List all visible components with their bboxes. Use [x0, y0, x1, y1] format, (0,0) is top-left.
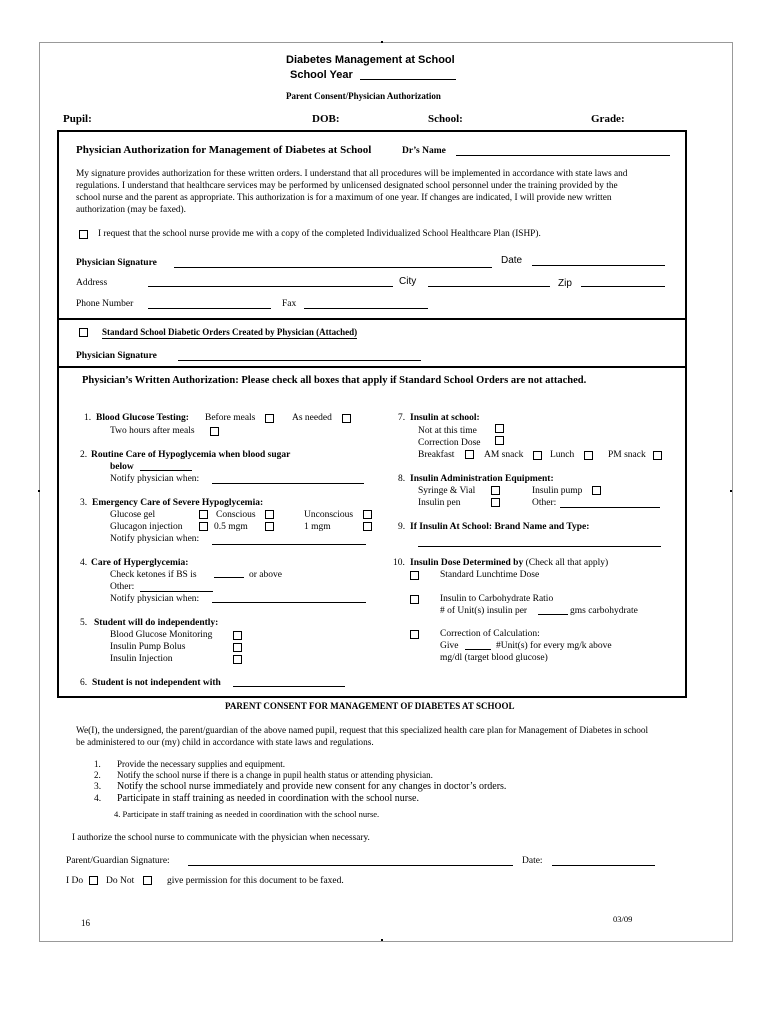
- independent-bg-checkbox[interactable]: [233, 631, 242, 640]
- zip-field[interactable]: [581, 286, 665, 287]
- hyper-notify-field[interactable]: [212, 602, 366, 603]
- bg-two-hours: Two hours after meals: [110, 426, 195, 436]
- hyper-or-above: or above: [249, 570, 282, 580]
- severe-dose-1: 1 mgm: [304, 522, 331, 532]
- school-label: School:: [428, 113, 463, 125]
- parent-consent-paragraph: We(I), the undersigned, the parent/guardian of the above named pupil, request that this specialized health care plan for Management of Diabetes in school be administered to our (my) child in accordance with state laws and regulations.: [76, 726, 649, 748]
- phone-field[interactable]: [148, 308, 271, 309]
- consent-item: Notify the school nurse immediately and provide new consent for any changes in doctor’s orders.: [117, 781, 507, 792]
- page-number: 16: [81, 918, 90, 928]
- independent-item: Insulin Injection: [110, 654, 173, 664]
- not-independent-label: Student is not independent with: [92, 678, 221, 688]
- guardian-signature-label: Parent/Guardian Signature:: [66, 856, 170, 866]
- written-auth-title: Physician’s Written Authorization: Please check all boxes that apply if Standard School Orders are not attached.: [82, 375, 587, 386]
- consent-item-number: 4.: [94, 794, 102, 804]
- physician-signature-label: Physician Signature: [76, 258, 157, 268]
- do-not-label: Do Not: [106, 876, 135, 886]
- dose-give: Give: [440, 641, 459, 651]
- parent-consent-title: PARENT CONSENT FOR MANAGEMENT OF DIABETES AT SCHOOL: [225, 701, 515, 711]
- dose-ratio-checkbox[interactable]: [410, 595, 419, 604]
- severe-glucose-gel: Glucose gel: [110, 510, 156, 520]
- insulin-breakfast-checkbox[interactable]: [465, 450, 474, 459]
- equipment-number: 8.: [398, 474, 406, 484]
- insulin-lunch-checkbox[interactable]: [584, 451, 593, 460]
- dose-standard: Standard Lunchtime Dose: [440, 570, 540, 580]
- drs-name-label: Dr’s Name: [402, 146, 446, 156]
- equipment-pen-checkbox[interactable]: [491, 498, 500, 507]
- grade-label: Grade:: [591, 113, 625, 125]
- physician-signature-field[interactable]: [174, 267, 492, 268]
- severe-unconscious: Unconscious: [304, 510, 354, 520]
- dose-label: Insulin Dose Determined by (Check all that apply): [410, 558, 609, 568]
- insulin-lunch: Lunch: [550, 450, 575, 460]
- guardian-date-field[interactable]: [552, 865, 655, 866]
- form-subtitle: Parent Consent/Physician Authorization: [286, 91, 441, 101]
- hypo-number: 2.: [80, 450, 88, 460]
- severe-dose-05: 0.5 mgm: [214, 522, 248, 532]
- address-field[interactable]: [148, 286, 393, 287]
- standard-orders-signature-label: Physician Signature: [76, 351, 157, 361]
- zip-label: Zip: [558, 278, 572, 289]
- fax-field[interactable]: [304, 308, 428, 309]
- hypo-below: below: [110, 462, 134, 472]
- city-field[interactable]: [428, 286, 550, 287]
- bg-before-meals: Before meals: [205, 413, 256, 423]
- severe-dose-1-checkbox[interactable]: [363, 522, 372, 531]
- severe-conscious: Conscious: [216, 510, 256, 520]
- insulin-pm-snack-checkbox[interactable]: [653, 451, 662, 460]
- i-do-checkbox[interactable]: [89, 876, 98, 885]
- not-independent-field[interactable]: [233, 686, 345, 687]
- form-title: Diabetes Management at School: [286, 54, 455, 66]
- ishp-checkbox[interactable]: [79, 230, 88, 239]
- ishp-request-text: I request that the school nurse provide me with a copy of the completed Individualized School Healthcare Plan (ISHP).: [98, 229, 541, 239]
- dose-standard-checkbox[interactable]: [410, 571, 419, 580]
- independent-pump-checkbox[interactable]: [233, 643, 242, 652]
- equipment-pump: Insulin pump: [532, 486, 583, 496]
- standard-orders-label: Standard School Diabetic Orders Created by Physician (Attached): [102, 327, 358, 337]
- hyper-ketones: Check ketones if BS is: [110, 570, 197, 580]
- dose-number: 10.: [393, 558, 405, 568]
- authorize-text: I authorize the school nurse to communicate with the physician when necessary.: [72, 833, 370, 843]
- insulin-pm-snack: PM snack: [608, 450, 646, 460]
- i-do-label: I Do: [66, 876, 84, 886]
- dose-units-for: #Unit(s) for every mg/k above: [496, 641, 612, 651]
- city-label: City: [399, 276, 417, 287]
- equipment-label: Insulin Administration Equipment:: [410, 474, 554, 484]
- dose-give-field[interactable]: [465, 649, 491, 650]
- drs-name-field[interactable]: [456, 155, 670, 156]
- insulin-not-at-this-time: Not at this time: [418, 426, 477, 436]
- hyper-label: Care of Hyperglycemia:: [91, 558, 189, 568]
- phone-label: Phone Number: [76, 299, 134, 309]
- insulin-correction-dose-checkbox[interactable]: [495, 436, 504, 445]
- insulin-school-label: Insulin at school:: [410, 413, 480, 423]
- consent-item-number: 2.: [94, 770, 101, 780]
- frame-mark-bottom: [381, 939, 383, 941]
- severe-label: Emergency Care of Severe Hypoglycemia:: [92, 498, 264, 508]
- dose-gms: gms carbohydrate: [570, 606, 638, 616]
- hypo-label: Routine Care of Hypoglycemia when blood sugar: [91, 450, 291, 460]
- school-year-field[interactable]: [360, 79, 456, 80]
- bg-as-needed: As needed: [292, 413, 332, 423]
- equipment-other-field[interactable]: [560, 507, 660, 508]
- consent-item: Participate in staff training as needed in coordination with the school nurse.: [117, 793, 419, 804]
- bg-label: Blood Glucose Testing:: [96, 413, 189, 423]
- severe-notify-field[interactable]: [212, 544, 366, 545]
- dose-units-per: # of Unit(s) insulin per: [440, 606, 528, 616]
- dob-label: DOB:: [312, 113, 340, 125]
- hypo-below-field[interactable]: [140, 470, 192, 471]
- brand-field[interactable]: [418, 546, 661, 547]
- standard-orders-signature-field[interactable]: [178, 360, 421, 361]
- physician-auth-title: Physician Authorization for Management of Diabetes at School: [76, 144, 372, 156]
- hyper-number: 4.: [80, 558, 88, 568]
- independent-injection-checkbox[interactable]: [233, 655, 242, 664]
- date-field[interactable]: [532, 265, 665, 266]
- bg-two-hours-checkbox[interactable]: [210, 427, 219, 436]
- equipment-other: Other:: [532, 498, 557, 508]
- authorization-paragraph: My signature provides authorization for these written orders. I understand that all procedures will be implemented in accordance with state laws and regulations. I understand that healthcare services may be performed by unlicensed designated school personnel under the training provided by the school nurse and the parent as appropriate. This authorization is for a maximum of one year. If changes are indicated, I will provide new written authorization (may be faxed).: [76, 169, 628, 215]
- fax-permission-text: give permission for this document to be faxed.: [167, 876, 344, 886]
- severe-glucagon: Glucagon injection: [110, 522, 183, 532]
- hypo-notify: Notify physician when:: [110, 474, 200, 484]
- severe-notify: Notify physician when:: [110, 534, 200, 544]
- hypo-notify-field[interactable]: [212, 483, 364, 484]
- severe-conscious-checkbox[interactable]: [265, 510, 274, 519]
- independent-label: Student will do independently:: [94, 618, 219, 628]
- dose-correction-checkbox[interactable]: [410, 630, 419, 639]
- insulin-breakfast: Breakfast: [418, 450, 455, 460]
- guardian-signature-field[interactable]: [188, 865, 513, 866]
- frame-mark-top: [381, 41, 383, 43]
- revision-date: 03/09: [613, 914, 633, 924]
- bg-number: 1.: [84, 413, 92, 423]
- do-not-checkbox[interactable]: [143, 876, 152, 885]
- severe-dose-05-checkbox[interactable]: [265, 522, 274, 531]
- pupil-label: Pupil:: [63, 113, 92, 125]
- school-year-label: School Year: [290, 69, 353, 81]
- frame-mark-left: [38, 490, 40, 492]
- frame-mark-right: [730, 490, 732, 492]
- insulin-am-snack: AM snack: [484, 450, 524, 460]
- dose-units-per-field[interactable]: [538, 614, 568, 615]
- standard-orders-checkbox[interactable]: [79, 328, 88, 337]
- hyper-other: Other:: [110, 582, 135, 592]
- equipment-syringe: Syringe & Vial: [418, 486, 476, 496]
- severe-unconscious-checkbox[interactable]: [363, 510, 372, 519]
- severe-glucose-gel-checkbox[interactable]: [199, 510, 208, 519]
- dose-ratio: Insulin to Carbohydrate Ratio: [440, 594, 554, 604]
- insulin-school-number: 7.: [398, 413, 406, 423]
- hyper-notify: Notify physician when:: [110, 594, 200, 604]
- independent-item: Insulin Pump Bolus: [110, 642, 186, 652]
- brand-label: If Insulin At School: Brand Name and Type:: [410, 522, 590, 532]
- consent-item-number: 3.: [94, 782, 102, 792]
- independent-number: 5.: [80, 618, 88, 628]
- severe-number: 3.: [80, 498, 88, 508]
- brand-number: 9.: [398, 522, 406, 532]
- independent-item: Blood Glucose Monitoring: [110, 630, 213, 640]
- divider-written-auth: [57, 366, 687, 368]
- not-independent-number: 6.: [80, 678, 88, 688]
- consent-item: Provide the necessary supplies and equipment.: [117, 759, 285, 769]
- bg-before-meals-checkbox[interactable]: [265, 414, 274, 423]
- consent-item: Notify the school nurse if there is a change in pupil health status or attending physician.: [117, 770, 433, 780]
- divider-standard-orders: [57, 318, 687, 320]
- equipment-pen: Insulin pen: [418, 498, 461, 508]
- insulin-not-at-this-time-checkbox[interactable]: [495, 424, 504, 433]
- dose-target: mg/dl (target blood glucose): [440, 653, 548, 663]
- hyper-ketones-field[interactable]: [214, 577, 244, 578]
- hyper-other-field[interactable]: [140, 591, 213, 592]
- insulin-correction-dose: Correction Dose: [418, 438, 481, 448]
- address-label: Address: [76, 278, 108, 288]
- fax-label: Fax: [282, 299, 297, 309]
- dose-correction: Correction of Calculation:: [440, 629, 540, 639]
- insulin-am-snack-checkbox[interactable]: [533, 451, 542, 460]
- severe-glucagon-checkbox[interactable]: [199, 522, 208, 531]
- equipment-pump-checkbox[interactable]: [592, 486, 601, 495]
- bg-as-needed-checkbox[interactable]: [342, 414, 351, 423]
- consent-item-repeat: 4. Participate in staff training as needed in coordination with the school nurse.: [114, 809, 380, 819]
- consent-item-number: 1.: [94, 759, 101, 769]
- equipment-syringe-checkbox[interactable]: [491, 486, 500, 495]
- date-label: Date: [501, 255, 523, 266]
- guardian-date-label: Date:: [522, 856, 543, 866]
